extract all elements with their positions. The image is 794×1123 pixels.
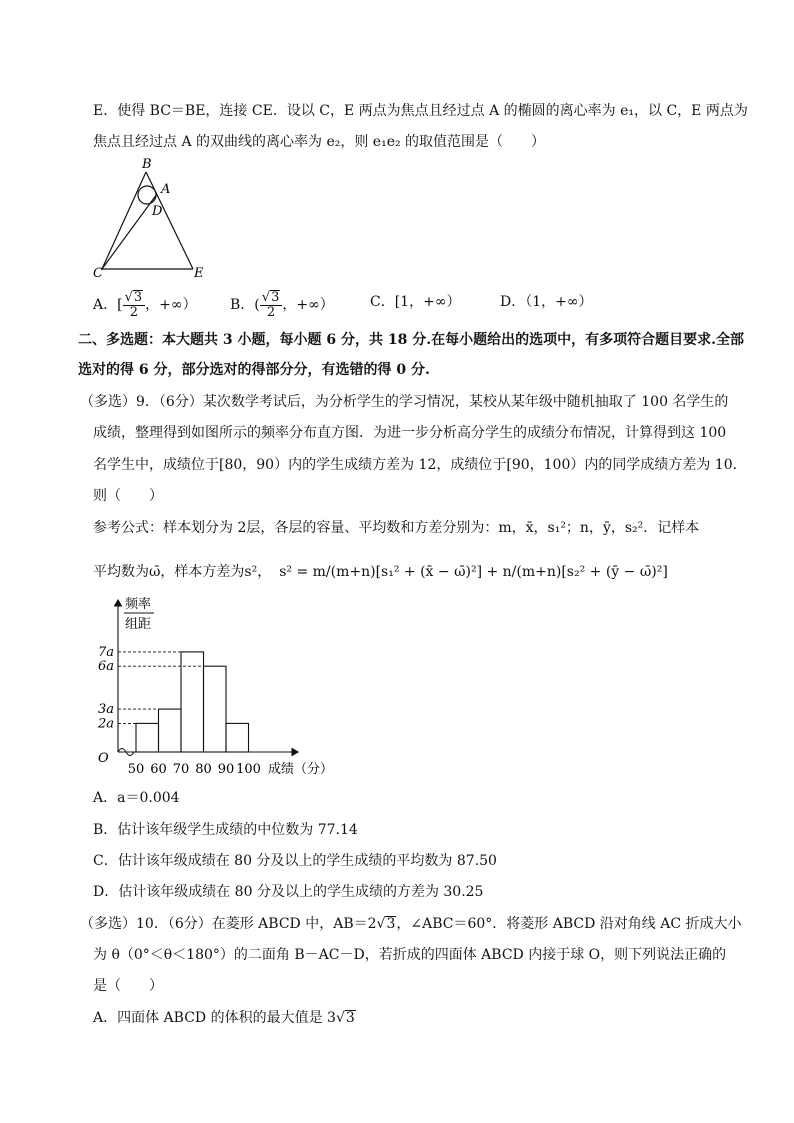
histogram-bar-80-90 [204,666,227,752]
q10-line-3: 是（ ） [93,978,163,994]
y-axis-label-bottom: 组距 [125,617,152,632]
histogram-bar-90-100 [226,723,249,752]
q8-line-1: E．使得 BC＝BE，连接 CE．设以 C，E 两点为焦点且经过点 A 的椭圆的离心率为 e₁，以 C，E 两点为 [93,103,748,119]
q9-option-A: A．a＝0.004 [93,790,180,806]
x-tick-label-50: 50 [127,762,145,777]
line-CD [102,194,157,269]
q10-line-2: 为 θ（0°＜θ＜180°）的二面角 B－AC－D，若折成的四面体 ABCD 内接于球 O，则下列说法正确的 [93,947,727,963]
q9-line-3: 名学生中，成绩位于[80，90）内的学生成绩方差为 12，成绩位于[90，100）内的同学成绩方差为 10． [93,457,747,473]
q9-reference-line-1: 参考公式：样本划分为 2层，各层的容量、平均数和方差分别为：m，x̄，s₁²；n，ȳ，s₂²．记样本 [93,520,700,536]
triangle-figure [85,152,215,282]
y-axis-label-top: 频率 [125,597,152,612]
y-tick-label-2a: 2a [97,716,114,732]
q10-option-A: A．四面体 ABCD 的体积的最大值是 3√3 [93,1010,355,1026]
q8-line-2: 焦点且经过点 A 的双曲线的离心率为 e₂，则 e₁e₂ 的取值范围是（ ） [93,134,546,150]
q10-line-1: （多选）10．（6分）在菱形 ABCD 中，AB＝2√3，∠ABC＝60°．将菱形 ABCD 沿对角线 AC 折成大小 [80,916,742,932]
q8-option-A: A．[ $\frac{√3}{2}$ ，+∞） [93,290,197,320]
x-tick-label-90: 90 [217,762,235,777]
q9-line-1: （多选）9．（6分）某次数学考试后，为分析学生的学习情况，某校从某年级中随机抽取了 100 名学生的 [80,394,729,410]
q9-option-B: B．估计该年级学生成绩的中位数为 77.14 [93,822,358,838]
histogram-bar-50-60 [136,723,159,752]
point-C-label: C [93,266,103,281]
x-tick-label-80: 80 [195,762,212,777]
x-tick-label-60: 60 [150,762,167,777]
x-tick-label-70: 70 [172,762,190,777]
point-D-label: D [152,204,163,219]
origin-label: O [98,751,109,766]
circle-inscribed [138,186,156,204]
variance-formula: s² = m/(m+n)[s₁² + (x̄ − ω̄)²] + n/(m+n)[s₂² + (ȳ − ω̄)²] [279,564,668,580]
section2-heading-line-1: 二、多选题：本大题共 3 小题，每小题 6 分，共 18 分.在每小题给出的选项中，有多项符合题目要求.全部 [78,332,744,348]
x-tick-label-100: 100 [236,762,261,777]
frequency-histogram [88,592,358,784]
q9-reference-line-2: 平均数为ω̄，样本方差为s²， s² = m/(m+n)[s₁² + (x̄ − ω̄)²] + n/(m+n)[s₂² + (ȳ − ω̄)²] [93,564,668,580]
y-tick-label-3a: 3a [97,702,114,718]
point-B-label: B [142,157,152,172]
histogram-bar-60-70 [159,709,182,752]
section2-heading-line-2: 选对的得 6 分，部分选对的得部分分，有选错的得 0 分. [78,362,430,378]
q8-option-C: C．[1，+∞） [370,294,461,310]
q9-option-D: D．估计该年级成绩在 80 分及以上的学生成绩的方差为 30.25 [93,884,484,900]
line-BC [102,172,146,269]
x-axis-label: 成绩（分） [268,762,334,777]
histogram-bar-70-80 [181,652,204,752]
y-tick-label-7a: 7a [97,644,114,660]
point-A-label: A [161,182,171,197]
point-E-label: E [194,266,204,281]
q8-option-B: B．( $\frac{√3}{2}$ ，+∞） [230,290,334,320]
q9-line-4: 则（ ） [93,488,163,504]
y-tick-label-6a: 6a [97,659,114,675]
q9-option-C: C．估计该年级成绩在 80 分及以上的学生成绩的平均数为 87.50 [93,853,497,869]
q9-line-2: 成绩，整理得到如图所示的频率分布直方图．为进一步分析高分学生的成绩分布情况，计算得到这 100 [93,425,727,441]
q8-option-D: D．（1，+∞） [500,294,593,310]
